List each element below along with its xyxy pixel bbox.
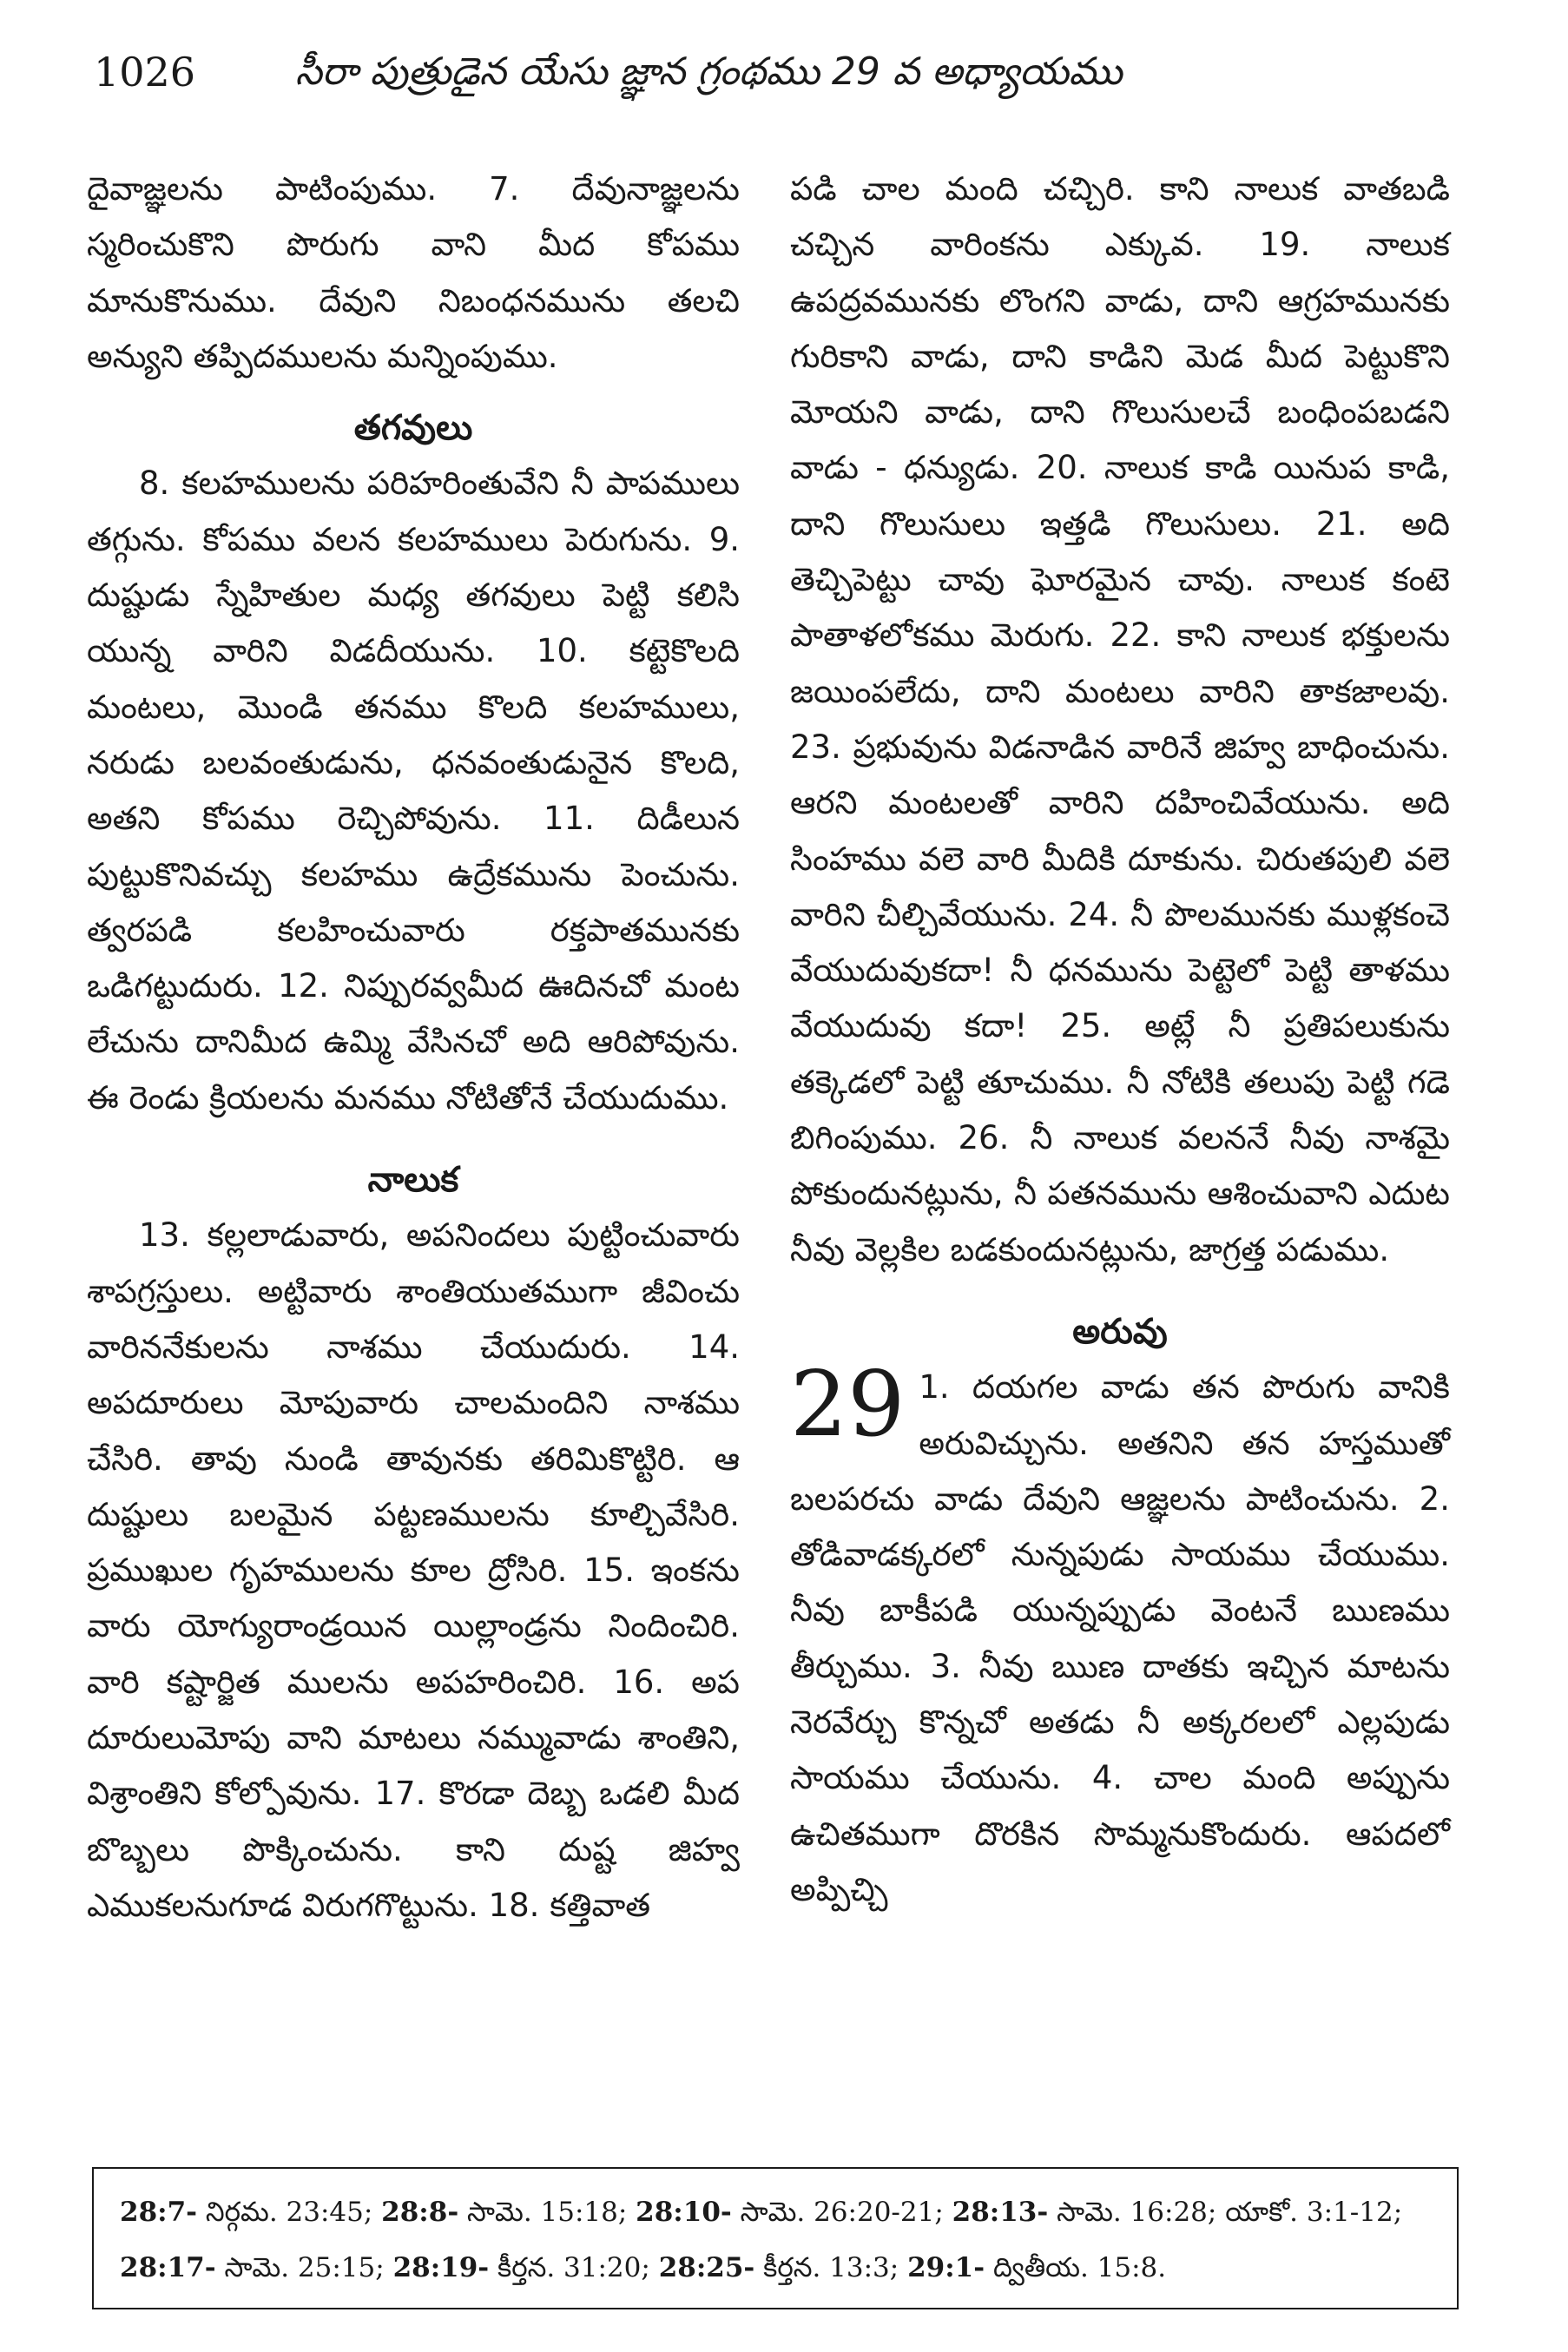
running-head: సీరా పుత్రుడైన యేసు జ్ఞాన గ్రంథము 29 వ అధ్యాయము (295, 49, 1123, 94)
section-heading: నాలుక (367, 1160, 459, 1201)
footnote-text: కీర్తన. 13:3; (754, 2252, 908, 2283)
footnote-text: సామె. 25:15; (215, 2252, 393, 2283)
left-column (87, 161, 740, 1934)
footnote-text: కీర్తన. 31:20; (489, 2252, 659, 2283)
footnote-ref: 28:17- (120, 2252, 216, 2283)
paragraph-text: 1. దయగల వాడు తన పొరుగు వానికి అరువిచ్చును. అతనిని తన హస్తముతో బలపరచు వాడు దేవుని ఆజ్ఞలను పాటించును. 2. తోడివాడక్కరలో నున్నపుడు సాయము చేయుము. నీవు బాకీపడి యున్నప్పుడు వెంటనే ఋణము తీర్చుము. 3. నీవు ఋణ దాతకు ఇచ్చిన మాటను నెరవేర్చు కొన్నచో అతడు నీ అక్కరలలో ఎల్లపుడు సాయము చేయును. 4. చాల మంది అప్పును ఉచితముగా దొరకిన సొమ్మనుకొందురు. ఆపదలో అప్పిచ్చి (790, 1368, 1450, 1908)
footnote-line (120, 2184, 1433, 2240)
footnote-ref: 28:8- (381, 2197, 459, 2228)
chapter-number: 29 (790, 1351, 906, 1458)
spacer (87, 1126, 740, 1152)
paragraph: 8. కలహములను పరిహరింతువేని నీ పాపములు తగ్గును. కోపము వలన కలహములు పెరుగును. 9. దుష్టుడు స్నేహితుల మధ్య తగవులు పెట్టి కలిసి యున్న వారిని విడదీయును. 10. కట్టెకొలది మంటలు, మొండి తనము కొలది కలహములు, నరుడు బలవంతుడును, ధనవంతుడునైన కొలది, అతని కోపము రెచ్చిపోవును. 11. దిడీలున పుట్టుకొనివచ్చు కలహము ఉద్రేకమును పెంచును. త్వరపడి కలహించువారు రక్తపాతమునకు ఒడిగట్టుదురు. 12. నిప్పురవ్వమీద ఊదినచో మంట లేచును దానిమీద ఉమ్మి వేసినచో అది ఆరిపోవును. ఈ రెండు క్రియలను మనము నోటితోనే చేయుదుము. (87, 464, 740, 1117)
footnote-ref: 28:7- (120, 2197, 198, 2228)
footnote-ref: 28:10- (636, 2197, 732, 2228)
paragraph: 13. కల్లలాడువారు, అపనిందలు పుట్టించువారు శాపగ్రస్తులు. అట్టివారు శాంతియుతముగా జీవించు వారిననేకులను నాశము చేయుదురు. 14. అపదూరులు మోపువారు చాలమందిని నాశము చేసిరి. తావు నుండి తావునకు తరిమికొట్టిరి. ఆ దుష్టులు బలమైన పట్టణములను కూల్చివేసిరి. ప్రముఖుల గృహములను కూల ద్రోసిరి. 15. ఇంకను వారు యోగ్యురాండ్రయిన యిల్లాండ్రను నిందించిరి. వారి కష్టార్జిత ములను అపహరించిరి. 16. అప దూరులుమోపు వాని మాటలు నమ్మువాడు శాంతిని, విశ్రాంతిని కోల్పోవును. 17. కొరడా దెబ్బ ఒడలి మీద బొబ్బలు పొక్కించును. కాని దుష్ట జిహ్వ ఎముకలనుగూడ విరుగగొట్టును. 18. కత్తివాత (87, 1216, 740, 1924)
footnote-text: నిర్గమ. 23:45; (197, 2197, 382, 2228)
footnote-line (120, 2240, 1433, 2296)
section-heading: అరువు (1072, 1311, 1168, 1352)
section-heading: తగవులు (353, 408, 473, 449)
footnote-text: సామె. 26:20-21; (731, 2197, 952, 2228)
footnote-ref: 29:1- (907, 2252, 985, 2283)
paragraph: పడి చాల మంది చచ్చిరి. కాని నాలుక వాతబడి చచ్చిన వారింకను ఎక్కువ. 19. నాలుక ఉపద్రవమునకు లొంగని వాడు, దాని ఆగ్రహమునకు గురికాని వాడు, దాని కాడిని మెడ మీద పెట్టుకొని మోయని వాడు, దాని గొలుసులచే బంధింపబడని వాడు - ధన్యుడు. 20. నాలుక కాడి యినుప కాడి, దాని గొలుసులు ఇత్తడి గొలుసులు. 21. అది తెచ్చిపెట్టు చావు ఘోరమైన చావు. నాలుక కంటె పాతాళలోకము మెరుగు. 22. కాని నాలుక భక్తులను జయింపలేదు, దాని మంటలు వారిని తాకజాలవు. 23. ప్రభువును విడనాడిన వారినే జిహ్వ బాధించును. ఆరని మంటలతో వారిని దహించివేయును. అది సింహము వలె వారి మీదికి దూకును. చిరుతపులి వలె వారిని చీల్చివేయును. 24. నీ పొలమునకు ముళ్లకంచె వేయుదువుకదా! నీ ధనమును పెట్టెలో పెట్టి తాళము వేయుదువు కదా! 25. అట్లే నీ ప్రతిపలుకును తక్కెడలో పెట్టి తూచుము. నీ నోటికి తలుపు పెట్టి గడె బిగింపుము. 26. నీ నాలుక వలననే నీవు నాశమై పోకుందునట్లును, నీ పతనమును ఆశించువాని ఎదుట నీవు వెల్లకిల బడకుందునట్లును, జాగ్రత్త పడుము. (790, 170, 1450, 1268)
chapter-paragraph (790, 1351, 1450, 1918)
paragraph: దైవాజ్ఞలను పాటింపుము. 7. దేవునాజ్ఞలను స్మరించుకొని పొరుగు వాని మీద కోపము మానుకొనుము. దేవుని నిబంధనమును తలచి అన్యుని తప్పిదములను మన్నింపుము. (87, 170, 740, 375)
footnote-box (92, 2167, 1459, 2309)
footnote-ref: 28:13- (952, 2197, 1049, 2228)
footnote-text: సామె. 16:28; యాకో. 3:1-12; (1048, 2197, 1403, 2228)
right-column (790, 161, 1450, 1918)
footnote-ref: 28:25- (658, 2252, 755, 2283)
spacer (790, 1278, 1450, 1304)
footnote-ref: 28:19- (392, 2252, 490, 2283)
footnote-text: సామె. 15:18; (458, 2197, 636, 2228)
footnote-text: ద్వితీయ. 15:8. (985, 2252, 1167, 2283)
spacer (87, 385, 740, 400)
page-number: 1026 (94, 49, 196, 96)
